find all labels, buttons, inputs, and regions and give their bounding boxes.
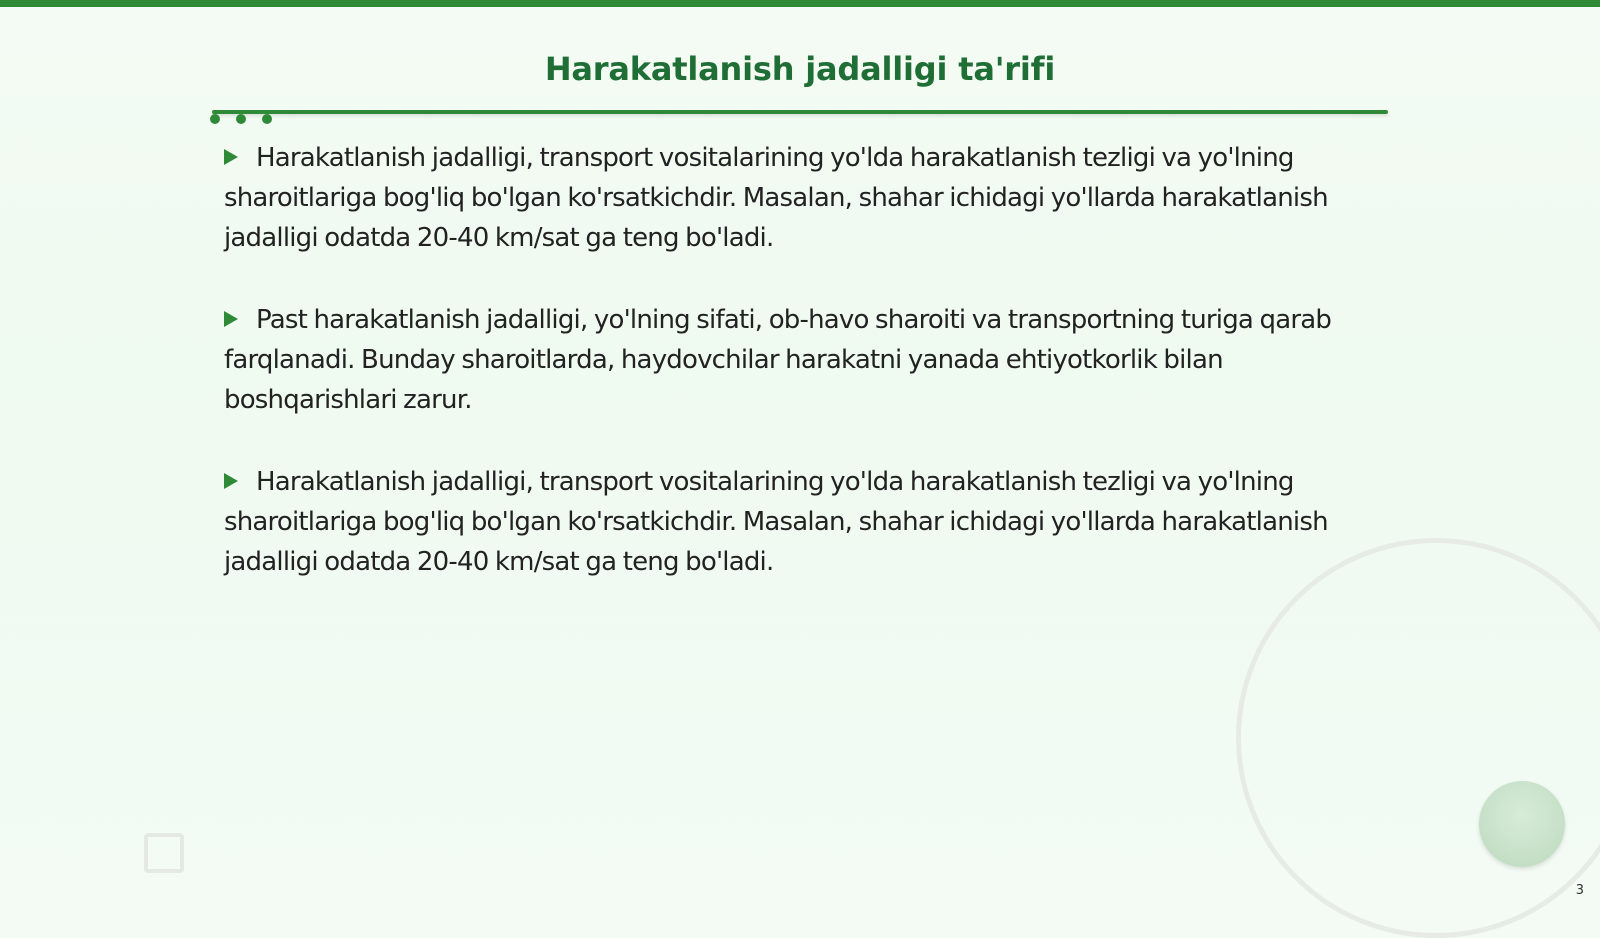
title-underline <box>212 110 1388 114</box>
triangle-right-icon <box>224 311 238 327</box>
triangle-right-icon <box>224 149 238 165</box>
bullet-item <box>224 138 1384 258</box>
bullet-text: Harakatlanish jadalligi, transport vositalarining yo'lda harakatlanish tezligi va yo'lning sharoitlariga bog'liq bo'lgan ko'rsatkichdir. Masalan, shahar ichidagi yo'llarda harakatlanish jadalligi odatda 20-40 km/sat ga teng bo'ladi. <box>224 143 1328 253</box>
top-accent-bar <box>0 0 1600 7</box>
triangle-right-icon <box>224 473 238 489</box>
bullet-text: Harakatlanish jadalligi, transport vositalarining yo'lda harakatlanish tezligi va yo'lning sharoitlariga bog'liq bo'lgan ko'rsatkichdir. Masalan, shahar ichidagi yo'llarda harakatlanish jadalligi odatda 20-40 km/sat ga teng bo'ladi. <box>224 467 1328 577</box>
page-number: 3 <box>1575 883 1584 898</box>
bullet-text: Past harakatlanish jadalligi, yo'lning sifati, ob-havo sharoiti va transportning turiga qarab farqlanadi. Bunday sharoitlarda, haydovchilar harakatni yanada ehtiyotkorlik bilan boshqarishlari zarur. <box>224 305 1332 415</box>
rule-dot-2 <box>236 114 246 124</box>
decorative-ball <box>1479 781 1565 867</box>
slide-title: Harakatlanish jadalligi ta'rifi <box>544 50 1056 88</box>
bullet-item <box>224 300 1384 420</box>
rule-dot-3 <box>262 114 272 124</box>
rule-dot-1 <box>210 114 220 124</box>
bullet-list <box>224 138 1384 624</box>
decorative-square <box>144 833 184 873</box>
bullet-item <box>224 462 1384 582</box>
